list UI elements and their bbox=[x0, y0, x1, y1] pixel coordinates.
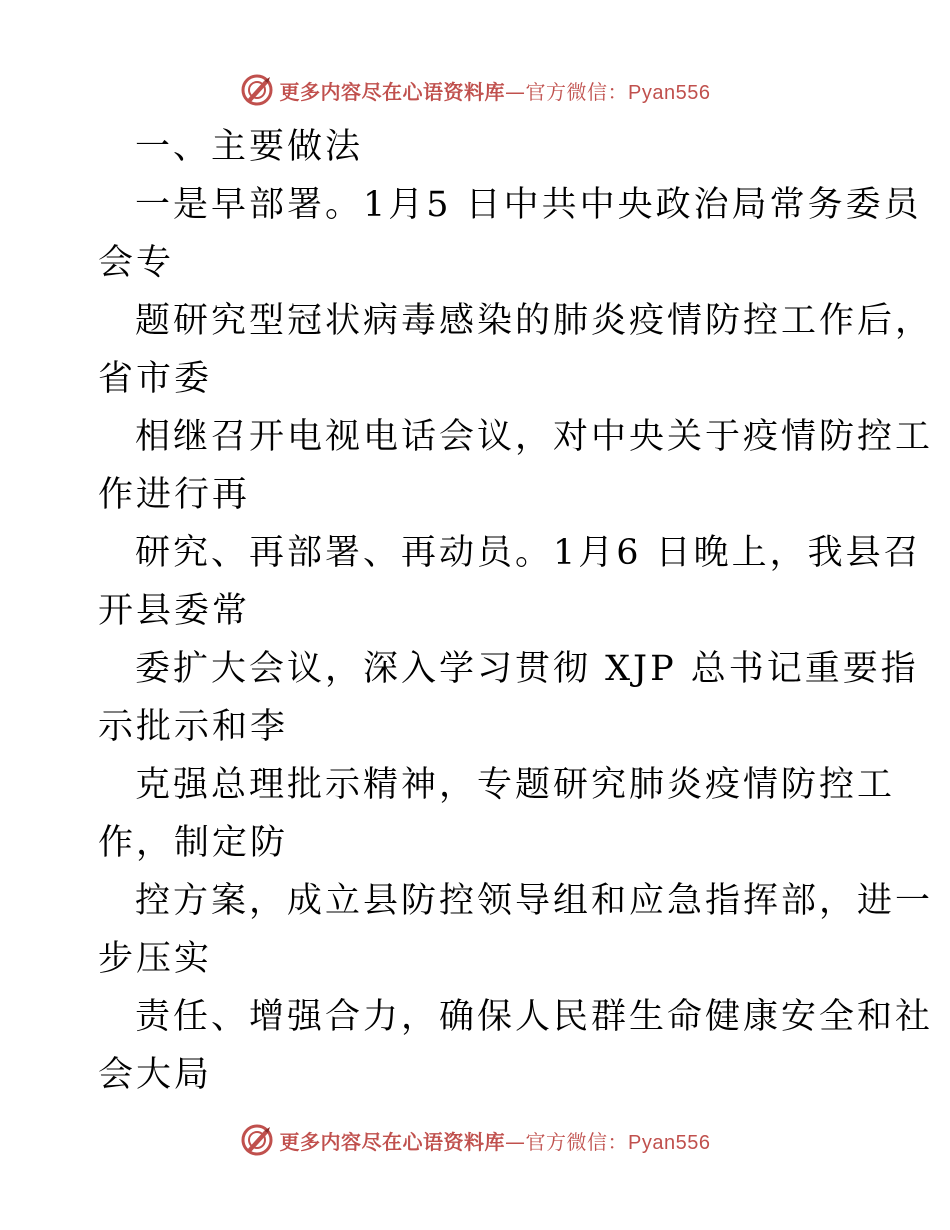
document-body bbox=[98, 118, 934, 1104]
paragraph-line: 作进行再 bbox=[98, 475, 251, 515]
paragraph-line: 委扩大会议，深入学习贯彻 XJP 总书记重要指 bbox=[135, 649, 919, 689]
paragraph-line: 开县委常 bbox=[98, 591, 251, 631]
watermark-text: 更多内容尽在心语资料库—官方微信：Pyan556 bbox=[279, 79, 711, 104]
pen-logo-icon bbox=[240, 1123, 274, 1157]
paragraph-line: 省市委 bbox=[98, 359, 213, 399]
paragraph-line: 克强总理批示精神，专题研究肺炎疫情防控工 bbox=[135, 765, 896, 805]
paragraph-line: 研究、再部署、再动员。1月6 日晚上，我县召 bbox=[135, 533, 922, 573]
section-heading: 一、主要做法 bbox=[135, 127, 364, 167]
paragraph-line: 题研究型冠状病毒感染的肺炎疫情防控工作后， bbox=[135, 301, 934, 341]
watermark-text: 更多内容尽在心语资料库—官方微信：Pyan556 bbox=[279, 1129, 711, 1154]
paragraph-line: 会专 bbox=[98, 243, 175, 283]
paragraph-line: 步压实 bbox=[98, 939, 213, 979]
footer-watermark bbox=[0, 1120, 950, 1160]
paragraph-line: 一是早部署。1月5 日中共中央政治局常务委员 bbox=[135, 185, 922, 225]
paragraph-line: 相继召开电视电话会议，对中央关于疫情防控工 bbox=[135, 417, 934, 457]
paragraph-line: 作，制定防 bbox=[98, 823, 289, 863]
paragraph-line: 控方案，成立县防控领导组和应急指挥部，进一 bbox=[135, 881, 934, 921]
paragraph-line: 责任、增强合力，确保人民群生命健康安全和社 bbox=[135, 997, 934, 1037]
pen-logo-icon bbox=[240, 73, 274, 107]
paragraph-line: 会大局 bbox=[98, 1055, 213, 1095]
header-watermark bbox=[0, 70, 950, 110]
paragraph-line: 示批示和李 bbox=[98, 707, 289, 747]
